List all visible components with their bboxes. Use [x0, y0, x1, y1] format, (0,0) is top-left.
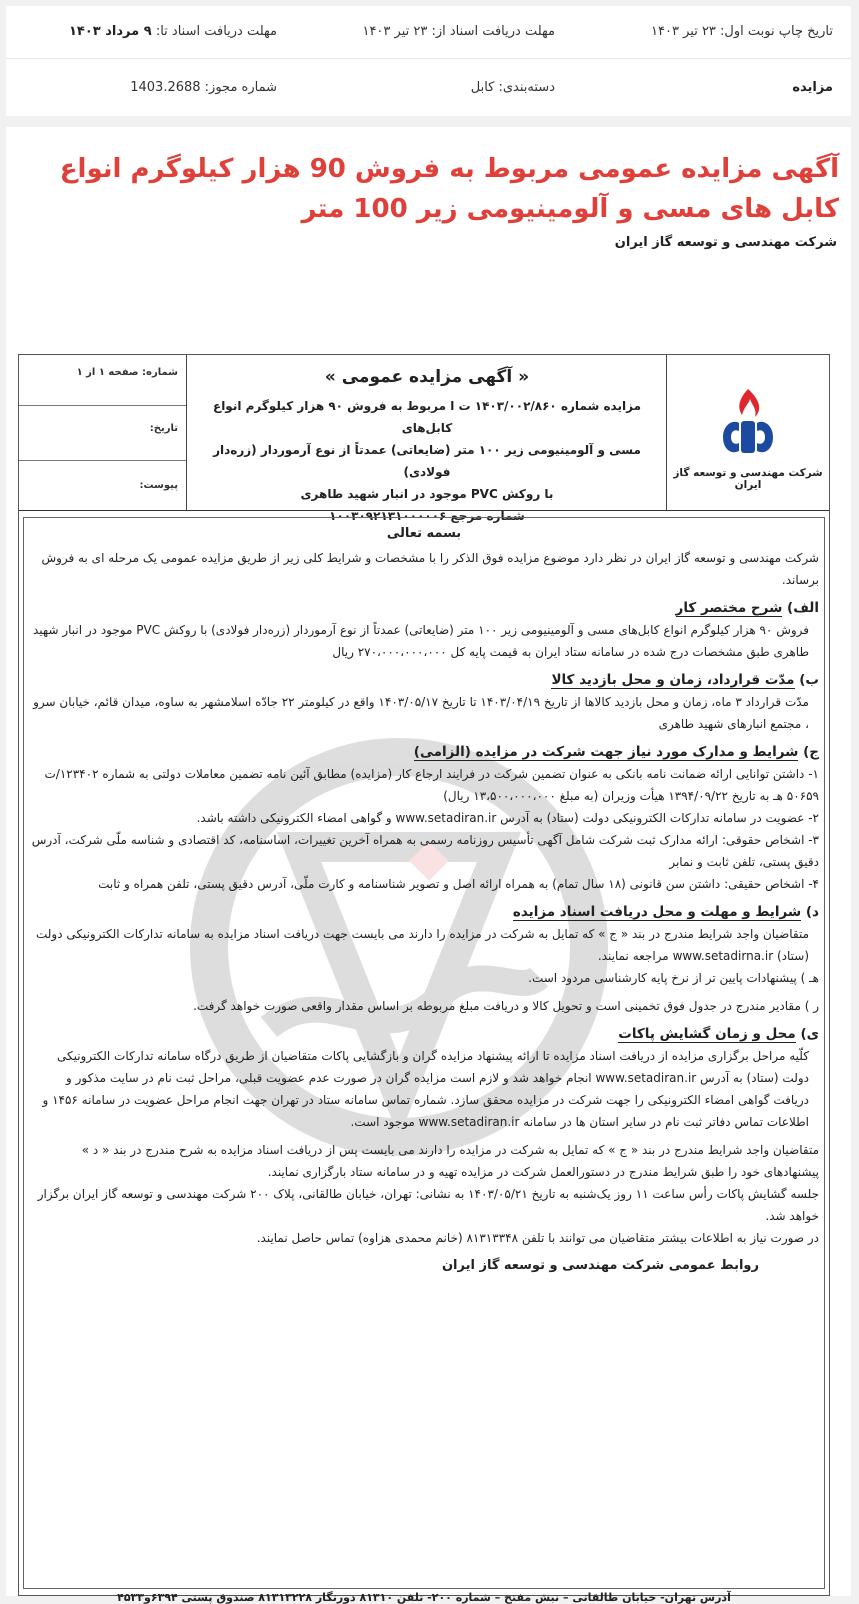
- auction-info-card: [6, 6, 851, 116]
- document-content: [29, 523, 819, 1277]
- section-c-item-4: ۴- اشخاص حقیقی: داشتن سن قانونی (۱۸ سال تمام) به همراه ارائه اصل و تصویر شناسنامه و کارت ملّی، آدرس دقیق پستی، تلفن همراه و ثابت: [98, 877, 819, 891]
- document-body: [19, 517, 829, 1595]
- section-b-body: مدّت قرارداد ۳ ماه، زمان و محل بازدید کالاها از تاریخ ۱۴۰۳/۰۴/۱۹ تا تاریخ ۱۴۰۳/۰۵/۱۷ واقع در کیلومتر ۲۲ جادّه اسلامشهر به ساوه، میدان قائم، خیابان سرو ، مجتمع انبارهای شهید طاهری: [33, 695, 809, 731]
- logo-column: [666, 355, 829, 510]
- license-number: شماره مجوز: 1403.2688: [130, 80, 277, 95]
- meta-divider: [19, 405, 186, 406]
- logo-company-name: شرکت مهندسی و توسعه گاز ایران: [673, 467, 823, 491]
- meta-divider: [19, 460, 186, 461]
- document-footer-address: آدرس تهران- خیابان طالقانی – نبش مفتح – شماره ۲۰۰- تلفن ۸۱۳۱۰ دورنگار ۸۱۳۱۳۲۲۸ صندوق پستی ۶۳۹۴و۴۵۳۳: [117, 1591, 731, 1604]
- receive-from-date: مهلت دریافت اسناد از: ۲۳ تیر ۱۴۰۳: [362, 24, 555, 39]
- contact-paragraph: در صورت نیاز به اطلاعات بیشتر متقاضیان می توانند با تلفن ۸۱۳۱۳۳۴۸ (خانم محمدی هزاوه) تماس حاصل نمایند.: [256, 1231, 819, 1245]
- section-y-body: کلّیه مراحل برگزاری مزایده از دریافت اسناد مزایده تا ارائه پیشنهاد مزایده گران و بازگشایی پاکات متقاضیان از طریق درگاه سامانه تدارکات الکترونیکی دولت (ستاد) به آدرس www.setadiran.ir انجام خواهد شد و لازم است مزایده گران در صورت عدم عضویت قبلی، مراحل ثبت نام در سایت مذکور و دریافت گواهی امضاء الکترونیکی را جهت شرکت در مزایده محقق سازد. شماره تماس سامانه ستاد در تهران جهت انجام مراحل عضویت در سامانه ۱۴۵۶ و اطلاعات تماس دفاتر ثبت نام در سایر استان ها در سامانه www.setadiran.ir موجود است.: [42, 1049, 809, 1129]
- section-c-heading: [29, 741, 819, 763]
- scanned-notice-document: [18, 354, 830, 1604]
- company-name: شرکت مهندسی و توسعه گاز ایران: [614, 235, 837, 250]
- meta-column: [19, 355, 187, 510]
- intro-paragraph: شرکت مهندسی و توسعه گاز ایران در نظر دارد موضوع مزایده فوق الذکر را با مشخصات و شرایط کلی زیر از طریق مزایده عمومی یک مرحله ای به فروش برساند.: [41, 551, 819, 587]
- notice-desc-3: با روکش PVC موجود در انبار شهید طاهری: [300, 487, 554, 501]
- info-row-dates: [6, 6, 851, 59]
- receive-until-date: [69, 6, 277, 58]
- print-date: تاریخ چاپ نوبت اول: ۲۳ تیر ۱۴۰۳: [651, 24, 833, 39]
- section-a-title: شرح مختصر کار: [675, 600, 783, 616]
- meta-date: تاریخ:: [149, 423, 178, 434]
- section-a-heading: [29, 597, 819, 619]
- title-column: [187, 355, 667, 523]
- notice-title: « آگهی مزایده عمومی »: [324, 367, 530, 387]
- section-b-prefix: ب): [799, 672, 819, 688]
- category-link[interactable]: دسته‌بندی: کابل: [470, 80, 555, 95]
- section-d-title: شرایط و مهلت و محل دریافت اسناد مزایده: [512, 904, 802, 920]
- section-d-heading: [29, 901, 819, 923]
- announcement-headline: آگهی مزایده عمومی مربوط به فروش 90 هزار کیلوگرم انواع کابل های مسی و آلومینیومی زیر 100 متر: [59, 154, 839, 224]
- section-d-prefix: د): [805, 904, 819, 920]
- section-c-item-1: ۱- داشتن توانایی ارائه ضمانت نامه بانکی به عنوان تضمین شرکت در فرایند ارجاع کار (مزایده) مطابق آئین نامه تضمین معاملات دولتی به شماره ۱۲۳۴۰۲/ت ۵۰۶۵۹ هـ به تاریخ ۱۳۹۴/۰۹/۲۲ هیأت وزیران (به مبلغ ۱۳،۵۰۰،۰۰۰،۰۰۰ ریال): [44, 767, 819, 803]
- notice-reference-number: شماره مرجع ۱۰۰۳۰۹۲۱۳۱۰۰۰۰۰۶: [329, 509, 525, 523]
- basmala: بسمه تعالی: [386, 526, 462, 541]
- section-c-title: شرایط و مدارک مورد نیاز جهت شرکت در مزایده (الزامی): [413, 744, 799, 760]
- section-c-prefix: ج): [803, 744, 819, 760]
- section-b-title: مدّت قرارداد، زمان و محل بازدید کالا: [551, 672, 795, 688]
- section-a-body: فروش ۹۰ هزار کیلوگرم انواع کابل‌های مسی و آلومینیومی زیر ۱۰۰ متر (ضایعاتی) عمدتاً از نوع آرموردار (زره‌دار فولادی) با روکش PVC موجود در انبار شهید طاهری طبق مشخصات درج شده در سامانه ستاد ایران به قیمت پایه کل ۲۷۰،۰۰۰،۰۰۰،۰۰۰ ریال: [33, 623, 809, 659]
- receive-until-label: مهلت دریافت اسناد تا:: [155, 24, 277, 39]
- meta-attachment: پیوست:: [139, 480, 178, 491]
- notice-desc-1: مزایده شماره ۱۴۰۳/۰۰۲/۸۶۰ ت ا مربوط به فروش ۹۰ هزار کیلوگرم انواع کابل‌های: [213, 399, 641, 435]
- auction-type: مزایده: [792, 80, 833, 95]
- section-y-title: محل و زمان گشایش پاکات: [618, 1026, 796, 1042]
- section-a-prefix: الف): [787, 600, 819, 616]
- section-d-body: متقاضیان واجد شرایط مندرج در بند « ج » که تمایل به شرکت در مزایده را دارند می بایست جهت دریافت اسناد مزایده به سامانه تدارکات الکترونیکی دولت (ستاد) www.setadirna.ir مراجعه نمایند.: [35, 927, 809, 963]
- section-r-text: ر ) مقادیر مندرج در جدول فوق تخمینی است و تحویل کالا و دریافت مبلغ مربوطه بر اساس مقدار واقعی صورت خواهد گرفت.: [193, 999, 819, 1013]
- section-b-heading: [29, 669, 819, 691]
- info-row-meta: [6, 62, 851, 114]
- public-relations-signature: روابط عمومی شرکت مهندسی و توسعه گاز ایران: [441, 1258, 759, 1273]
- section-h-text: هـ ) پیشنهادات پایین تر از نرخ پایه کارشناسی مردود است.: [528, 971, 819, 985]
- section-c-item-2: ۲- عضویت در سامانه تدارکات الکترونیکی دولت (ستاد) به آدرس www.setadiran.ir و گواهی امضاء الکترونیکی داشته باشد.: [196, 811, 819, 825]
- notice-desc-2: مسی و آلومینیومی زیر ۱۰۰ متر (ضایعاتی) عمدتاً از نوع آرموردار (زره‌دار فولادی): [213, 443, 641, 479]
- nigc-logo-icon: [717, 385, 779, 457]
- meta-number: شماره: صفحه ۱ از ۱: [76, 367, 178, 378]
- announcement-card: [6, 127, 851, 1604]
- qualified-applicants-paragraph: متقاضیان واجد شرایط مندرج در بند « ج » که تمایل به شرکت در مزایده را دارند می بایست پس از دریافت اسناد مزایده به شرح مندرج در بند « د » پیشنهادهای خود را طبق شرایط مندرج در دستورالعمل شرکت در مزایده تهیه و در سامانه ستاد بارگزاری نمایند.: [81, 1143, 819, 1179]
- document-header: [19, 355, 829, 523]
- section-y-heading: [29, 1023, 819, 1045]
- opening-session-paragraph: جلسه گشایش پاکات رأس ساعت ۱۱ روز یک‌شنبه به تاریخ ۱۴۰۳/۰۵/۲۱ به نشانی: تهران، خیابان طالقانی، پلاک ۲۰۰ شرکت مهندسی و توسعه گاز ایران برگزار خواهد شد.: [37, 1187, 819, 1223]
- section-y-prefix: ی): [800, 1026, 819, 1042]
- receive-until-value: ۹ مرداد ۱۴۰۳: [68, 24, 152, 39]
- section-c-item-3: ۳- اشخاص حقوقی: ارائه مدارک ثبت شرکت شامل آگهی تأسیس روزنامه رسمی به همراه آخرین تغییرات، اساسنامه، کد اقتصادی و شناسه ملّی شرکت، آدرس دقیق پستی، تلفن ثابت و نمابر: [31, 833, 819, 869]
